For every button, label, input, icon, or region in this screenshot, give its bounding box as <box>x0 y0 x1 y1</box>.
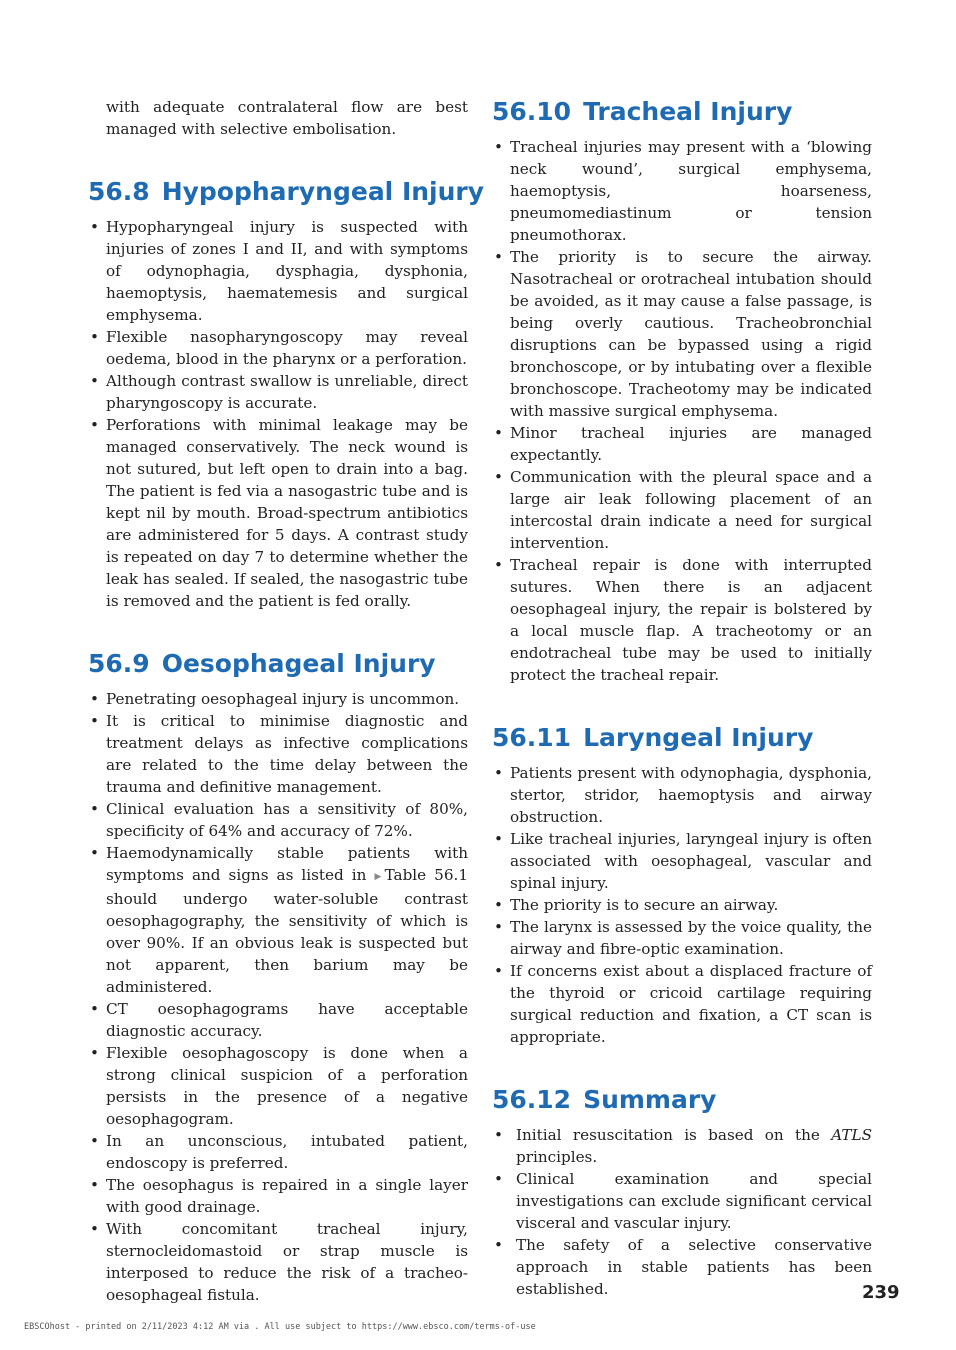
list-item: • Tracheal injuries may present with a ‘blowing neck wound’, surgical emphysema, haemoptysis, hoarseness, pneumomediastinum or tension pneumothorax. <box>492 136 872 246</box>
heading-56-9 <box>88 648 468 680</box>
hypopharyngeal-list <box>88 216 468 612</box>
list-item: • Perforations with minimal leakage may be managed conservatively. The neck wound is not sutured, but left open to drain into a bag. The patient is fed via a nasogastric tube and is kept nil by mouth. Broad-spectrum antibiotics are administered for 5 days. A contrast study is repeated on day 7 to determine whether the leak has sealed. If sealed, the nasogastric tube is removed and the patient is fed orally. <box>88 414 468 612</box>
section-number: 56.11 <box>492 723 572 752</box>
section-number: 56.8 <box>88 177 150 206</box>
list-item: • Flexible nasopharyngoscopy may reveal oedema, blood in the pharynx or a perforation. <box>88 326 468 370</box>
section-title: Laryngeal Injury <box>583 723 814 752</box>
summary-list <box>492 1124 872 1300</box>
heading-56-12 <box>492 1084 872 1116</box>
item-emphasis: ATLS <box>831 1126 872 1144</box>
list-item <box>492 1124 872 1168</box>
list-item: • The oesophagus is repaired in a single layer with good drainage. <box>88 1174 468 1218</box>
laryngeal-list <box>492 762 872 1048</box>
print-footer: EBSCOhost - printed on 2/11/2023 4:12 AM via . All use subject to https://www.ebsco.com/terms-of-use <box>24 1322 536 1332</box>
table-reference-link[interactable]: Table 56.1 <box>384 866 468 884</box>
heading-56-11 <box>492 722 872 754</box>
list-item <box>88 842 468 998</box>
list-item: • It is critical to minimise diagnostic and treatment delays as infective complications are related to the time delay between the trauma and definitive management. <box>88 710 468 798</box>
left-column <box>88 96 485 1306</box>
section-title: Summary <box>583 1085 717 1114</box>
list-item: • The larynx is assessed by the voice quality, the airway and fibre-optic examination. <box>492 916 872 960</box>
list-item: • Like tracheal injuries, laryngeal injury is often associated with oesophageal, vascular and spinal injury. <box>492 828 872 894</box>
list-item: • The priority is to secure an airway. <box>492 894 872 916</box>
right-column <box>492 96 872 1300</box>
list-item: • The safety of a selective conservative approach in stable patients has been established. <box>492 1234 872 1300</box>
tracheal-list <box>492 136 872 686</box>
list-item: • Clinical evaluation has a sensitivity of 80%, specificity of 64% and accuracy of 72%. <box>88 798 468 842</box>
list-item: • With concomitant tracheal injury, sternocleidomastoid or strap muscle is interposed to reduce the risk of a tracheo-oesophageal fistula. <box>88 1218 468 1306</box>
list-item: • CT oesophagograms have acceptable diagnostic accuracy. <box>88 998 468 1042</box>
intro-paragraph: with adequate contralateral flow are best managed with selective embolisation. <box>106 98 468 138</box>
section-number: 56.9 <box>88 649 150 678</box>
list-item: • In an unconscious, intubated patient, endoscopy is preferred. <box>88 1130 468 1174</box>
section-number: 56.12 <box>492 1085 572 1114</box>
list-item: • Minor tracheal injuries are managed expectantly. <box>492 422 872 466</box>
item-text: principles. <box>516 1148 598 1166</box>
item-text: Haemodynamically stable patients with symptoms and signs as listed in <box>106 844 468 884</box>
list-item: • Penetrating oesophageal injury is uncommon. <box>88 688 468 710</box>
list-item: • Flexible oesophagoscopy is done when a strong clinical suspicion of a perforation persists in the presence of a negative oesophagogram. <box>88 1042 468 1130</box>
item-text: should undergo water-soluble contrast oesophagography, the sensitivity of which is over 90%. If an obvious leak is suspected but not apparent, then barium may be administered. <box>106 890 468 996</box>
cross-reference-icon: ▶ <box>374 872 385 882</box>
list-item: • Communication with the pleural space and a large air leak following placement of an intercostal drain indicate a need for surgical intervention. <box>492 466 872 554</box>
section-title: Hypopharyngeal Injury <box>161 177 485 206</box>
list-item: • Hypopharyngeal injury is suspected with injuries of zones I and II, and with symptoms of odynophagia, dysphagia, dysphonia, haemoptysis, haematemesis and surgical emphysema. <box>88 216 468 326</box>
item-text: Initial resuscitation is based on the <box>516 1126 820 1144</box>
list-item: • Although contrast swallow is unreliable, direct pharyngoscopy is accurate. <box>88 370 468 414</box>
page-number: 239 <box>862 1282 900 1303</box>
section-number: 56.10 <box>492 97 572 126</box>
list-item: • Clinical examination and special investigations can exclude significant cervical visceral and vascular injury. <box>492 1168 872 1234</box>
section-title: Tracheal Injury <box>583 97 793 126</box>
list-item: • The priority is to secure the airway. Nasotracheal or orotracheal intubation should be avoided, as it may cause a false passage, is being overly cautious. Tracheobronchial disruptions can be bypassed using a rigid bronchoscope, or by intubating over a flexible bronchoscope. Tracheotomy may be indicated with massive surgical emphysema. <box>492 246 872 422</box>
list-item: • Patients present with odynophagia, dysphonia, stertor, stridor, haemoptysis and airway obstruction. <box>492 762 872 828</box>
heading-56-10 <box>492 96 872 128</box>
section-title: Oesophageal Injury <box>161 649 436 678</box>
heading-56-8 <box>88 176 485 208</box>
oesophageal-list <box>88 688 468 1306</box>
list-item: • If concerns exist about a displaced fracture of the thyroid or cricoid cartilage requiring surgical reduction and fixation, a CT scan is appropriate. <box>492 960 872 1048</box>
list-item: • Tracheal repair is done with interrupted sutures. When there is an adjacent oesophageal injury, the repair is bolstered by a local muscle flap. A tracheotomy or an endotracheal tube may be used to initially protect the tracheal repair. <box>492 554 872 686</box>
